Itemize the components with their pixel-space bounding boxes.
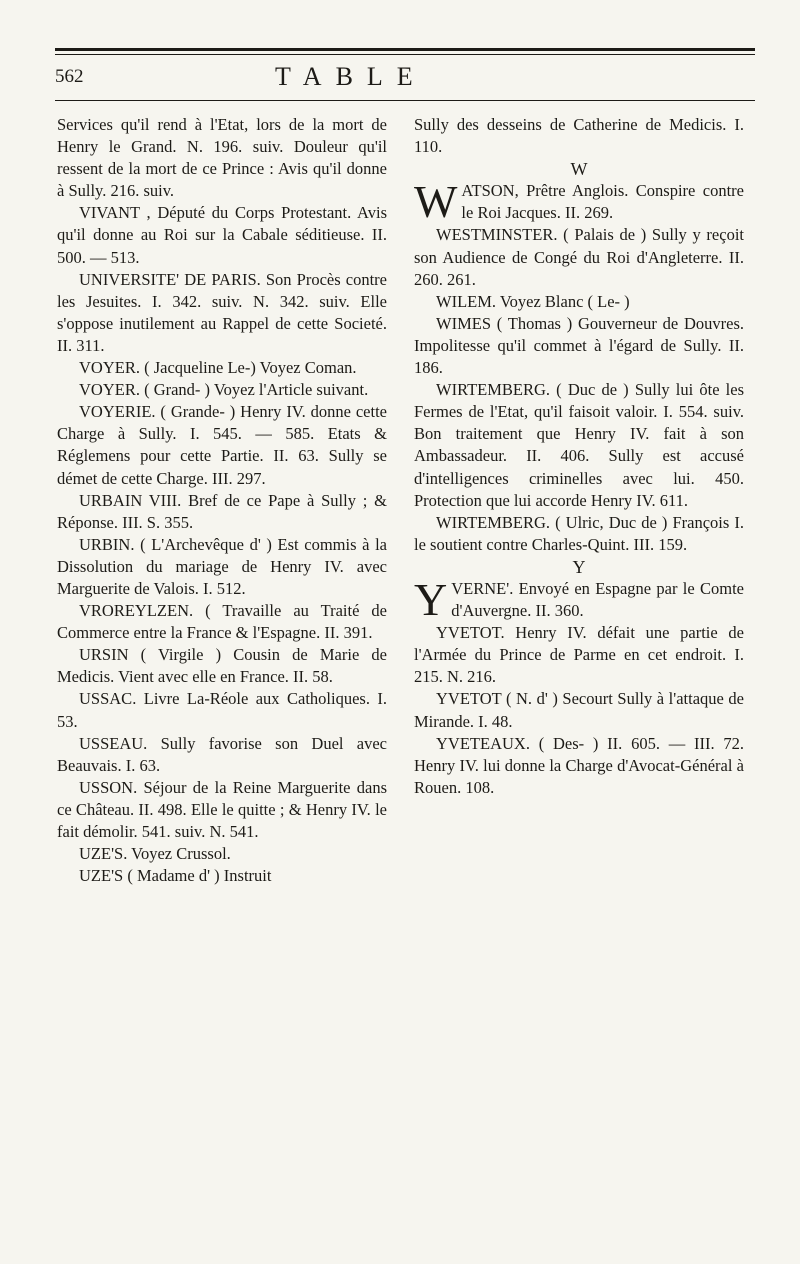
header-rule [55,100,755,101]
index-entry: VROREYLZEN. ( Travaille au Traité de Commerce entre la France & l'Espagne. II. 391. [57,601,387,643]
index-entry: USSEAU. Sully favorise son Duel avec Beauvais. I. 63. [57,733,387,775]
index-entry: YVETOT. Henry IV. défait une partie de l'Armée du Prince de Parme en cet endroit. I. 215. N. 216. [414,623,744,687]
index-entry: URSIN ( Virgile ) Cousin de Marie de Medicis. Vient avec elle en France. II. 58. [57,645,387,687]
index-entry: WILEM. Voyez Blanc ( Le- ) [436,291,630,311]
index-entry: URBIN. ( L'Archevêque d' ) Est commis à la Dissolution du mariage de Henry IV. avec Marguerite de Valois. I. 512. [57,534,387,598]
index-entry: URBAIN VIII. Bref de ce Pape à Sully ; & Réponse. III. S. 355. [57,490,387,532]
index-entry-continuation: Sully des desseins de Catherine de Medicis. I. 110. [414,115,744,157]
top-rule-thin [55,54,755,55]
top-rule-thick [55,48,755,51]
index-entry: VIVANT , Député du Corps Protestant. Avis qu'il donne au Roi sur la Cabale séditieuse. II. 500. — 513. [57,203,387,267]
index-entry: VOYER. ( Jacqueline Le-) Voyez Coman. [79,358,357,378]
index-entry: WIRTEMBERG. ( Duc de ) Sully lui ôte les Fermes de l'Etat, qu'il faisoit valoir. I. 554. suiv. Bon traitement que Henry IV. fait à son Ambassadeur. II. 406. Sully est accusé d'intelligences criminelles avec lui. 450. Protection que lui accorde Henry IV. 611. [414,380,744,510]
index-entry: VOYERIE. ( Grande- ) Henry IV. donne cette Charge à Sully. I. 545. — 585. Etats & Réglemens pour cette Partie. II. 63. Sully se démet de cette Charge. III. 297. [57,402,387,488]
index-entry: VOYER. ( Grand- ) Voyez l'Article suivant. [79,380,369,400]
index-entry [414,573,744,625]
index-entry-text: ATSON, Prêtre Anglois. Conspire contre le Roi Jacques. II. 269. [461,181,744,223]
left-column [57,114,387,887]
index-entry: WIRTEMBERG. ( Ulric, Duc de ) François I. le soutient contre Charles-Quint. III. 159. [414,512,744,554]
right-column [414,114,744,799]
index-entry: YVETEAUX. ( Des- ) II. 605. — III. 72. Henry IV. lui donne la Charge d'Avocat-Général à Rouen. 108. [414,733,744,797]
page-header [55,62,755,96]
index-entry: WIMES ( Thomas ) Gouverneur de Douvres. Impolitesse qu'il commet à l'égard de Sully. II. 186. [414,313,744,378]
index-entry: WESTMINSTER. ( Palais de ) Sully y reçoit son Audience de Congé du Roi d'Angleterre. II. 260. 261. [414,225,744,289]
index-entry: UNIVERSITE' DE PARIS. Son Procès contre les Jesuites. I. 342. suiv. N. 342. suiv. Elle s'oppose inutilement au Rappel de cette Societé. II. 311. [57,269,387,355]
dropcap-y: Y [414,573,448,625]
index-entry: USSON. Séjour de la Reine Marguerite dans ce Château. II. 498. Elle le quitte ; & Henry IV. le fait démolir. 541. suiv. N. 541. [57,777,387,841]
index-entry [414,176,744,228]
index-entry: USSAC. Livre La-Réole aux Catholiques. I. 53. [57,689,387,731]
index-entry: YVETOT ( N. d' ) Secourt Sully à l'attaque de Mirande. I. 48. [414,689,744,731]
index-entry: Services qu'il rend à l'Etat, lors de la mort de Henry le Grand. N. 196. suiv. Douleur qu'il ressent de la mort de ce Prince : Avis qu'il donne à Sully. 216. suiv. [57,115,387,201]
index-entry-text: VERNE'. Envoyé en Espagne par le Comte d'Auvergne. II. 360. [451,578,744,621]
section-letter-y: Y [572,556,586,577]
section-letter-w: W [570,159,588,180]
dropcap-w: W [414,176,458,228]
page-number: 562 [55,66,84,87]
running-title: TABLE [275,62,427,91]
index-entry: UZE'S ( Madame d' ) Instruit [79,866,272,886]
index-entry: UZE'S. Voyez Crussol. [79,844,231,864]
